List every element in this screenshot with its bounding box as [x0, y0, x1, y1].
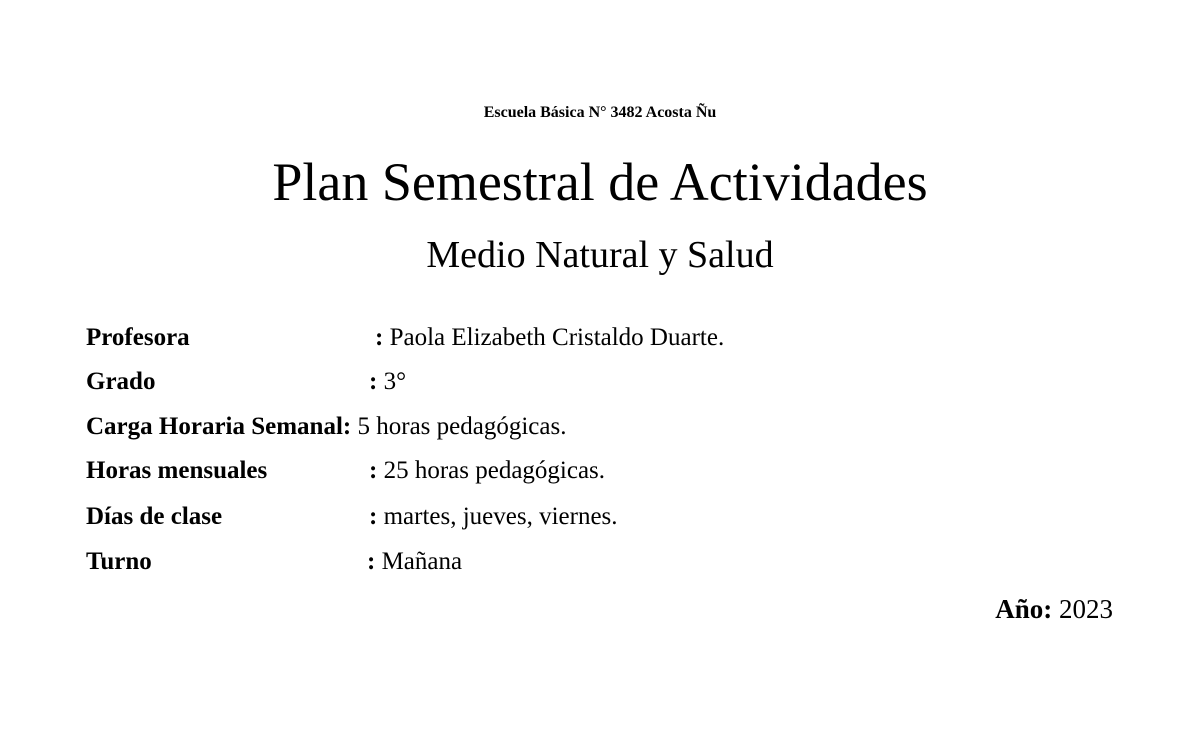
year-value: 2023: [1059, 594, 1113, 624]
info-label-profesora: Profesora: [86, 324, 190, 351]
info-value-carga-horaria: 5 horas pedagógicas.: [357, 413, 567, 440]
info-row-carga-horaria: [86, 412, 566, 442]
info-row-profesora: [86, 323, 724, 353]
label-colon: :: [342, 413, 358, 440]
info-value-turno: Mañana: [381, 548, 463, 575]
info-value-dias-de-clase: martes, jueves, viernes.: [383, 503, 618, 530]
label-colon: :: [369, 503, 384, 530]
info-label-turno: Turno: [86, 548, 152, 575]
info-row-turno: [86, 547, 462, 577]
info-label-carga-horaria: Carga Horaria Semanal: [86, 413, 343, 440]
year-line: [995, 593, 1113, 625]
school-name: Escuela Básica N° 3482 Acosta Ñu: [483, 104, 717, 121]
info-row-dias-de-clase: [86, 502, 618, 532]
label-colon: :: [375, 324, 390, 351]
info-row-horas-mensuales: [86, 456, 605, 486]
label-colon: :: [369, 457, 384, 484]
document-title: Plan Semestral de Actividades: [272, 152, 928, 212]
info-value-horas-mensuales: 25 horas pedagógicas.: [383, 457, 606, 484]
document-subtitle: Medio Natural y Salud: [426, 234, 774, 276]
info-label-grado: Grado: [86, 368, 156, 395]
label-colon: :: [367, 548, 382, 575]
info-value-profesora: Paola Elizabeth Cristaldo Duarte.: [389, 324, 725, 351]
info-label-dias-de-clase: Días de clase: [86, 503, 223, 530]
info-label-horas-mensuales: Horas mensuales: [86, 457, 268, 484]
info-value-grado: 3°: [383, 368, 407, 395]
year-label: Año:: [995, 594, 1053, 624]
info-row-grado: [86, 367, 406, 397]
label-colon: :: [369, 368, 384, 395]
